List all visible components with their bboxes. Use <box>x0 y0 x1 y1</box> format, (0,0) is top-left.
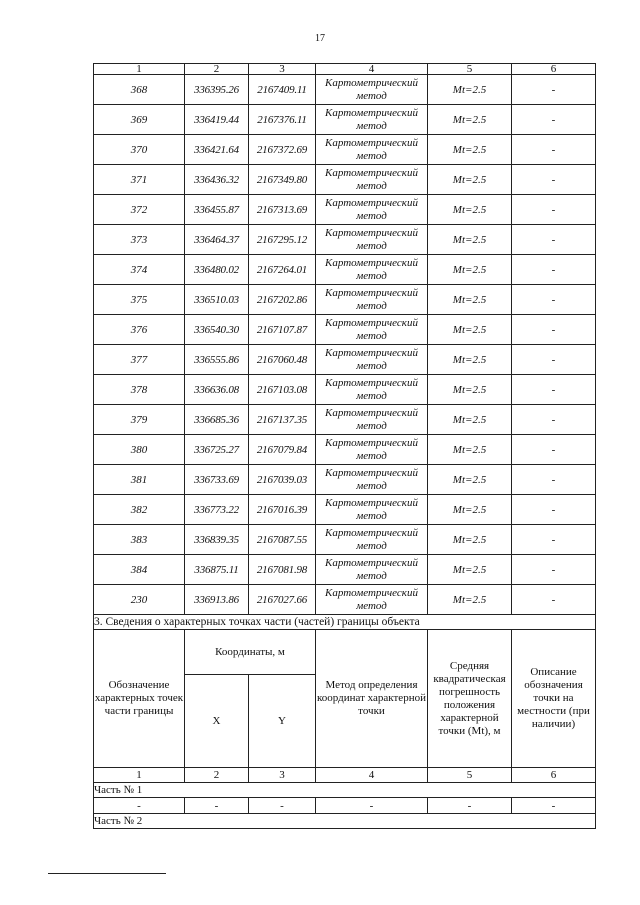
point-description: - <box>512 525 596 555</box>
point-description: - <box>512 465 596 495</box>
coordinates-table <box>93 63 596 829</box>
coordinate-y: 2167376.11 <box>249 105 316 135</box>
table-row <box>94 195 596 225</box>
table-row <box>94 525 596 555</box>
table-row <box>94 105 596 135</box>
method-line-1: Картометрический <box>325 106 418 119</box>
section-header-row <box>94 630 596 675</box>
point-description: - <box>512 105 596 135</box>
coordinate-y: 2167313.69 <box>249 195 316 225</box>
method-cell <box>316 435 428 465</box>
method-line-2: метод <box>356 299 387 312</box>
method-cell <box>316 375 428 405</box>
method-line-1: Картометрический <box>325 226 418 239</box>
point-number: 368 <box>94 75 185 105</box>
point-description: - <box>512 495 596 525</box>
point-number: 380 <box>94 435 185 465</box>
method-line-1: Картометрический <box>325 256 418 269</box>
method-line-2: метод <box>356 569 387 582</box>
coordinate-y: 2167137.35 <box>249 405 316 435</box>
point-number: 375 <box>94 285 185 315</box>
coordinate-y: 2167016.39 <box>249 495 316 525</box>
point-description: - <box>512 135 596 165</box>
table-row <box>94 435 596 465</box>
method-line-1: Картометрический <box>325 76 418 89</box>
method-line-2: метод <box>356 149 387 162</box>
method-cell <box>316 225 428 255</box>
method-line-2: метод <box>356 179 387 192</box>
error-value: Mt=2.5 <box>428 555 512 585</box>
error-value: Mt=2.5 <box>428 225 512 255</box>
method-cell <box>316 105 428 135</box>
page-number: 17 <box>315 33 325 44</box>
method-cell <box>316 165 428 195</box>
column-number: 2 <box>185 768 249 783</box>
point-number: 371 <box>94 165 185 195</box>
coordinate-x: 336913.86 <box>185 585 249 615</box>
column-number: 6 <box>512 64 596 75</box>
point-number: 377 <box>94 345 185 375</box>
table-row <box>94 555 596 585</box>
coordinate-x: 336725.27 <box>185 435 249 465</box>
table-row <box>94 798 596 814</box>
coordinate-y: 2167264.01 <box>249 255 316 285</box>
empty-value: - <box>185 798 249 814</box>
method-line-1: Картометрический <box>325 466 418 479</box>
coordinate-y: 2167087.55 <box>249 525 316 555</box>
method-line-2: метод <box>356 419 387 432</box>
table-row <box>94 285 596 315</box>
table-row <box>94 375 596 405</box>
column-number: 3 <box>249 64 316 75</box>
method-line-2: метод <box>356 119 387 132</box>
table-row <box>94 255 596 285</box>
point-description: - <box>512 75 596 105</box>
error-value: Mt=2.5 <box>428 165 512 195</box>
header-coordinates: Координаты, м <box>185 630 316 675</box>
empty-value: - <box>249 798 316 814</box>
method-line-1: Картометрический <box>325 346 418 359</box>
method-cell <box>316 195 428 225</box>
part-row <box>94 783 596 798</box>
coordinate-x: 336555.86 <box>185 345 249 375</box>
error-value: Mt=2.5 <box>428 375 512 405</box>
error-value: Mt=2.5 <box>428 465 512 495</box>
point-description: - <box>512 375 596 405</box>
point-description: - <box>512 255 596 285</box>
point-description: - <box>512 555 596 585</box>
coordinate-x: 336685.36 <box>185 405 249 435</box>
point-number: 384 <box>94 555 185 585</box>
point-number: 383 <box>94 525 185 555</box>
column-number: 6 <box>512 768 596 783</box>
error-value: Mt=2.5 <box>428 315 512 345</box>
point-description: - <box>512 225 596 255</box>
point-number: 230 <box>94 585 185 615</box>
error-value: Mt=2.5 <box>428 345 512 375</box>
error-value: Mt=2.5 <box>428 75 512 105</box>
method-line-1: Картометрический <box>325 436 418 449</box>
method-line-2: метод <box>356 359 387 372</box>
coordinate-y: 2167039.03 <box>249 465 316 495</box>
error-value: Mt=2.5 <box>428 585 512 615</box>
point-number: 378 <box>94 375 185 405</box>
point-number: 373 <box>94 225 185 255</box>
method-line-2: метод <box>356 599 387 612</box>
coordinate-y: 2167295.12 <box>249 225 316 255</box>
method-line-2: метод <box>356 479 387 492</box>
method-line-2: метод <box>356 539 387 552</box>
method-line-1: Картометрический <box>325 376 418 389</box>
coordinate-y: 2167081.98 <box>249 555 316 585</box>
coordinate-x: 336540.30 <box>185 315 249 345</box>
coordinate-x: 336875.11 <box>185 555 249 585</box>
method-line-1: Картометрический <box>325 556 418 569</box>
point-description: - <box>512 585 596 615</box>
method-cell <box>316 255 428 285</box>
point-description: - <box>512 345 596 375</box>
method-cell <box>316 555 428 585</box>
footnote-separator <box>48 873 166 874</box>
coordinate-x: 336395.26 <box>185 75 249 105</box>
method-line-1: Картометрический <box>325 586 418 599</box>
method-line-2: метод <box>356 389 387 402</box>
method-cell <box>316 135 428 165</box>
method-line-1: Картометрический <box>325 406 418 419</box>
error-value: Mt=2.5 <box>428 285 512 315</box>
table-row <box>94 225 596 255</box>
method-line-2: метод <box>356 209 387 222</box>
column-number: 1 <box>94 64 185 75</box>
coordinate-y: 2167079.84 <box>249 435 316 465</box>
method-line-2: метод <box>356 509 387 522</box>
empty-value: - <box>94 798 185 814</box>
header-x: X <box>185 675 249 768</box>
point-number: 369 <box>94 105 185 135</box>
point-number: 381 <box>94 465 185 495</box>
table-row <box>94 315 596 345</box>
section-title-row <box>94 615 596 630</box>
error-value: Mt=2.5 <box>428 105 512 135</box>
column-number: 4 <box>316 64 428 75</box>
column-number-row <box>94 64 596 75</box>
part-label: Часть № 2 <box>94 814 596 829</box>
error-value: Mt=2.5 <box>428 135 512 165</box>
coordinate-x: 336455.87 <box>185 195 249 225</box>
table-row <box>94 495 596 525</box>
method-line-2: метод <box>356 89 387 102</box>
table-row <box>94 405 596 435</box>
method-line-1: Картометрический <box>325 286 418 299</box>
table-row <box>94 165 596 195</box>
header-error: Средняя квадратическая погрешность положения характерной точки (Mt), м <box>428 630 512 768</box>
error-value: Mt=2.5 <box>428 495 512 525</box>
coordinate-y: 2167372.69 <box>249 135 316 165</box>
coordinate-x: 336839.35 <box>185 525 249 555</box>
coordinate-x: 336636.08 <box>185 375 249 405</box>
method-line-2: метод <box>356 449 387 462</box>
error-value: Mt=2.5 <box>428 255 512 285</box>
point-number: 376 <box>94 315 185 345</box>
method-line-2: метод <box>356 329 387 342</box>
coordinate-y: 2167103.08 <box>249 375 316 405</box>
method-line-2: метод <box>356 239 387 252</box>
method-line-1: Картометрический <box>325 496 418 509</box>
method-line-1: Картометрический <box>325 196 418 209</box>
empty-value: - <box>428 798 512 814</box>
part-label: Часть № 1 <box>94 783 596 798</box>
method-cell <box>316 495 428 525</box>
point-description: - <box>512 435 596 465</box>
method-cell <box>316 75 428 105</box>
method-line-2: метод <box>356 269 387 282</box>
table-row <box>94 585 596 615</box>
column-number: 4 <box>316 768 428 783</box>
point-number: 379 <box>94 405 185 435</box>
column-number: 5 <box>428 768 512 783</box>
error-value: Mt=2.5 <box>428 195 512 225</box>
coordinate-x: 336733.69 <box>185 465 249 495</box>
part-row <box>94 814 596 829</box>
coordinate-x: 336510.03 <box>185 285 249 315</box>
section-number-row <box>94 768 596 783</box>
method-cell <box>316 405 428 435</box>
coordinate-x: 336480.02 <box>185 255 249 285</box>
coordinate-x: 336436.32 <box>185 165 249 195</box>
table-row <box>94 135 596 165</box>
header-designation: Обозначение характерных точек части границы <box>94 630 185 768</box>
coordinate-x: 336421.64 <box>185 135 249 165</box>
point-number: 374 <box>94 255 185 285</box>
method-cell <box>316 585 428 615</box>
coordinate-x: 336464.37 <box>185 225 249 255</box>
coordinate-x: 336419.44 <box>185 105 249 135</box>
method-cell <box>316 285 428 315</box>
method-cell <box>316 345 428 375</box>
point-number: 372 <box>94 195 185 225</box>
empty-value: - <box>512 798 596 814</box>
table-row <box>94 345 596 375</box>
coordinate-y: 2167107.87 <box>249 315 316 345</box>
method-line-1: Картометрический <box>325 316 418 329</box>
header-method: Метод определения координат характерной точки <box>316 630 428 768</box>
method-cell <box>316 315 428 345</box>
header-y: Y <box>249 675 316 768</box>
coordinate-y: 2167202.86 <box>249 285 316 315</box>
point-description: - <box>512 315 596 345</box>
point-number: 370 <box>94 135 185 165</box>
table-row <box>94 75 596 105</box>
coordinate-y: 2167060.48 <box>249 345 316 375</box>
point-description: - <box>512 285 596 315</box>
method-line-1: Картометрический <box>325 166 418 179</box>
column-number: 3 <box>249 768 316 783</box>
coordinate-y: 2167409.11 <box>249 75 316 105</box>
section-title: 3. Сведения о характерных точках части (частей) границы объекта <box>94 615 596 630</box>
column-number: 1 <box>94 768 185 783</box>
error-value: Mt=2.5 <box>428 435 512 465</box>
header-description: Описание обозначения точки на местности (при наличии) <box>512 630 596 768</box>
coordinate-y: 2167349.80 <box>249 165 316 195</box>
error-value: Mt=2.5 <box>428 525 512 555</box>
method-line-1: Картометрический <box>325 526 418 539</box>
column-number: 5 <box>428 64 512 75</box>
coordinate-x: 336773.22 <box>185 495 249 525</box>
coordinate-y: 2167027.66 <box>249 585 316 615</box>
method-cell <box>316 465 428 495</box>
column-number: 2 <box>185 64 249 75</box>
point-number: 382 <box>94 495 185 525</box>
point-description: - <box>512 195 596 225</box>
error-value: Mt=2.5 <box>428 405 512 435</box>
table-row <box>94 465 596 495</box>
method-cell <box>316 525 428 555</box>
point-description: - <box>512 165 596 195</box>
point-description: - <box>512 405 596 435</box>
method-line-1: Картометрический <box>325 136 418 149</box>
empty-value: - <box>316 798 428 814</box>
